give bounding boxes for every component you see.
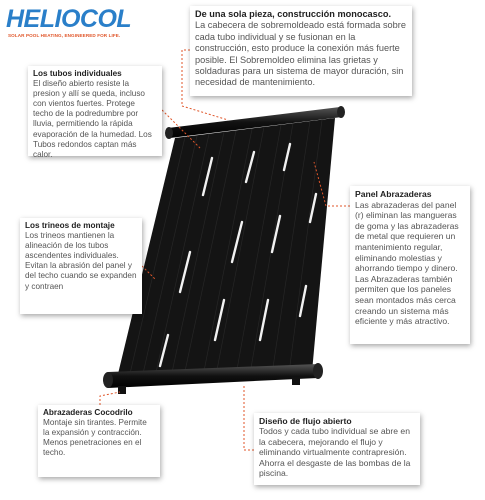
- callout-body: La cabecera de sobremoldeado está formada sobre cada tubo individual y se fusionan en la construcción, esto produce la conexión más fuerte posible. El Sobremoldeo elimina las grietas y soldaduras para un sistema de mayor duración, sin necesidad de mantenimiento.: [195, 20, 406, 88]
- callout-title: Los trineos de montaje: [25, 221, 115, 230]
- callout-body: Todos y cada tubo individual se abre en la cabecera, mejorando el flujo y eliminando virtualmente contrapresión. Ahorra el desgaste de las bombas de la piscina.: [259, 426, 411, 479]
- callout-body: Montaje sin tirantes. Permite la expansión y contracción. Menos penetraciones en el techo.: [43, 418, 147, 458]
- callout-flujo-abierto: [254, 413, 420, 485]
- callout-title: Diseño de flujo abierto: [259, 416, 352, 426]
- brand-tagline: SOLAR POOL HEATING, ENGINEERED FOR LIFE.: [8, 33, 121, 38]
- leader-cocodrilo: [100, 392, 120, 405]
- callout-title: Panel Abrazaderas: [355, 189, 432, 199]
- callout-body: Los trineos mantienen la alineación de los tubos ascendentes individuales. Evitan la abrasión del panel y del techo cuando se expanden y contraen: [25, 231, 137, 291]
- callout-title: De una sola pieza, construcción monocasco.: [195, 9, 392, 19]
- leader-tubos: [162, 110, 200, 148]
- heliocol-logo: [6, 6, 171, 40]
- leader-flujo: [244, 386, 254, 450]
- callout-panel-abrazaderas: [350, 186, 470, 344]
- callout-trineos: [20, 218, 142, 314]
- callout-monocasco: [190, 6, 412, 96]
- callout-tubos: [28, 66, 162, 159]
- callout-title: Los tubos individuales: [33, 69, 122, 78]
- callout-title: Abrazaderas Cocodrilo: [43, 408, 133, 417]
- callout-body: El diseño abierto resiste la presion y allí se queda, incluso con vientos fuertes. Protege techo de la podredumbre por lluvia, permitiendo la rápida evaporación de la humedad. Los Tubos redondos captan más calor.: [33, 79, 152, 159]
- leader-trineos: [142, 266, 156, 280]
- brand-name: HELIOCOL: [6, 5, 132, 33]
- callout-cocodrilo: [38, 405, 160, 477]
- callout-body: Las abrazaderas del panel (r) eliminan las mangueras de goma y las abrazaderas de metal que requieren un mantenimiento regular, eliminando molestias y ahorrando tiempo y dinero. Las Abrazaderas también permiten que los paneles sean montados más cerca creando un sistema más eficiente y más atractivo.: [355, 199, 459, 327]
- leader-panel: [314, 162, 350, 206]
